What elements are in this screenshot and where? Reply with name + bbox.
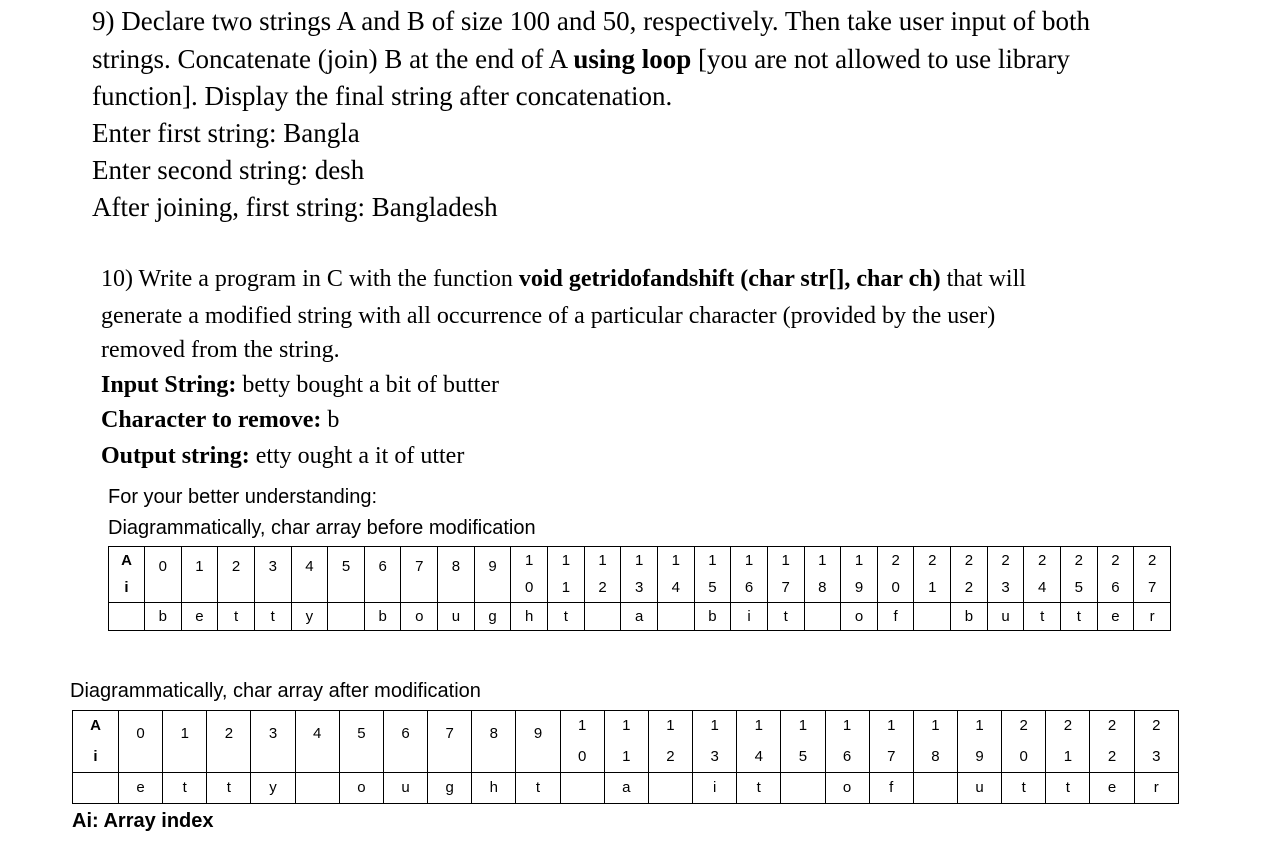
array-index-cell: 6	[825, 742, 869, 773]
array-index-cell: 6	[1097, 575, 1134, 603]
array-index-cell: 1	[914, 575, 951, 603]
array-index-cell: 4	[295, 711, 339, 742]
array-char-cell	[295, 773, 339, 804]
array-char-cell: g	[428, 773, 472, 804]
array-char-cell: o	[401, 603, 438, 631]
array-index-cell: 8	[438, 547, 475, 575]
array-index-cell: 1	[548, 547, 585, 575]
array-index-cell: 7	[869, 742, 913, 773]
q9-line-2-text: strings. Concatenate (join) B at the end of A	[92, 44, 574, 74]
array-index-cell: 7	[1134, 575, 1171, 603]
array-header-i: i	[73, 742, 119, 773]
array-index-cell: 1	[731, 547, 768, 575]
array-index-cell: 4	[291, 547, 328, 575]
array-index-cell: 1	[1046, 742, 1090, 773]
array-index-cell: 1	[869, 711, 913, 742]
array-index-cell: 3	[987, 575, 1024, 603]
array-index-cell: 0	[1002, 742, 1046, 773]
array-char-cell: o	[841, 603, 878, 631]
q10-line-3: removed from the string.	[101, 337, 340, 363]
array-index-cell	[254, 575, 291, 603]
array-index-cell: 1	[560, 711, 604, 742]
q9-line-3: function]. Display the final string after concatenation.	[92, 81, 673, 111]
array-index-cell	[163, 742, 207, 773]
before-diagram-title: Diagrammatically, char array before modification	[108, 517, 536, 539]
array-char-cell: b	[364, 603, 401, 631]
array-index-cell	[428, 742, 472, 773]
array-index-cell: 3	[251, 711, 295, 742]
array-char-cell: e	[1097, 603, 1134, 631]
array-char-cell	[913, 773, 957, 804]
array-index-cell	[516, 742, 560, 773]
after-diagram-title: Diagrammatically, char array after modification	[70, 680, 481, 702]
q10-output-label: Output string:	[101, 443, 250, 469]
array-index-cell	[339, 742, 383, 773]
array-index-cell: 1	[604, 742, 648, 773]
array-index-cell: 3	[254, 547, 291, 575]
array-char-cell: t	[548, 603, 585, 631]
array-char-cell: o	[339, 773, 383, 804]
array-index-cell: 1	[694, 547, 731, 575]
array-char-cell: b	[951, 603, 988, 631]
array-index-cell	[401, 575, 438, 603]
array-index-cell: 1	[804, 547, 841, 575]
array-char-cell: t	[207, 773, 251, 804]
array-char-cell: e	[181, 603, 218, 631]
q10-char-label: Character to remove:	[101, 407, 322, 433]
array-char-cell: t	[767, 603, 804, 631]
array-header-a: A	[73, 711, 119, 742]
q10-function-signature: void getridofandshift (char str[], char ch)	[518, 266, 941, 292]
array-index-cell	[438, 575, 475, 603]
array-char-cell: i	[731, 603, 768, 631]
array-index-cell: 1	[841, 547, 878, 575]
array-index-cell: 7	[767, 575, 804, 603]
before-array-table	[108, 546, 1171, 631]
array-char-cell: e	[119, 773, 163, 804]
array-index-cell: 2	[1097, 547, 1134, 575]
array-index-cell: 4	[657, 575, 694, 603]
array-index-cell	[251, 742, 295, 773]
q10-input-label: Input String:	[101, 372, 237, 398]
array-index-cell: 8	[472, 711, 516, 742]
array-index-cell: 0	[560, 742, 604, 773]
q10-output-value: etty ought a it of utter	[249, 443, 465, 469]
array-char-cell	[648, 773, 692, 804]
array-index-cell: 2	[1046, 711, 1090, 742]
array-index-cell: 7	[401, 547, 438, 575]
array-index-cell: 1	[548, 575, 585, 603]
array-index-cell: 1	[584, 547, 621, 575]
array-index-cell: 5	[781, 742, 825, 773]
array-index-cell: 2	[1061, 547, 1098, 575]
array-char-cell: g	[474, 603, 511, 631]
array-index-cell: 1	[825, 711, 869, 742]
q10-output-string	[101, 443, 464, 470]
q9-line-2-tail: [you are not allowed to use library	[691, 44, 1070, 74]
q10-input-string	[101, 372, 499, 399]
array-index-cell: 4	[737, 742, 781, 773]
array-index-cell: 1	[163, 711, 207, 742]
array-index-cell	[383, 742, 427, 773]
array-char-cell	[804, 603, 841, 631]
array-index-cell: 2	[1134, 711, 1178, 742]
array-index-cell: 1	[913, 711, 957, 742]
array-index-cell	[474, 575, 511, 603]
array-index-cell: 0	[511, 575, 548, 603]
q10-char-value: b	[321, 407, 340, 433]
array-index-cell: 3	[1134, 742, 1178, 773]
array-index-cell: 5	[339, 711, 383, 742]
array-char-cell: t	[516, 773, 560, 804]
array-char-cell: t	[163, 773, 207, 804]
array-char-cell	[914, 603, 951, 631]
better-understanding-note: For your better understanding:	[108, 486, 378, 508]
array-index-cell: 2	[648, 742, 692, 773]
array-index-cell: 7	[428, 711, 472, 742]
array-char-cell: t	[1046, 773, 1090, 804]
array-index-cell: 2	[1090, 711, 1134, 742]
after-array-table	[72, 710, 1179, 804]
array-char-cell	[781, 773, 825, 804]
array-char-cell: t	[218, 603, 255, 631]
array-index-cell: 1	[767, 547, 804, 575]
array-index-cell: 2	[1002, 711, 1046, 742]
array-index-cell: 3	[693, 742, 737, 773]
array-char-cell: y	[251, 773, 295, 804]
array-index-cell: 1	[604, 711, 648, 742]
array-index-cell: 1	[648, 711, 692, 742]
array-char-cell	[560, 773, 604, 804]
q10-line-1	[101, 266, 1026, 293]
array-index-cell: 1	[737, 711, 781, 742]
array-char-cell: a	[604, 773, 648, 804]
array-char-cell: t	[737, 773, 781, 804]
array-char-cell: i	[693, 773, 737, 804]
array-index-cell	[207, 742, 251, 773]
array-index-cell: 1	[621, 547, 658, 575]
array-index-cell: 6	[364, 547, 401, 575]
array-index-cell: 1	[511, 547, 548, 575]
array-index-cell: 5	[328, 547, 365, 575]
array-index-cell: 2	[218, 547, 255, 575]
array-char-cell: t	[1002, 773, 1046, 804]
array-index-cell: 2	[951, 547, 988, 575]
array-index-cell: 0	[877, 575, 914, 603]
q9-sample-second: Enter second string: desh	[92, 155, 365, 185]
array-index-cell	[291, 575, 328, 603]
array-index-cell	[119, 742, 163, 773]
array-index-cell: 2	[1134, 547, 1171, 575]
array-index-cell: 5	[694, 575, 731, 603]
array-char-cell: e	[1090, 773, 1134, 804]
array-char-cell: f	[877, 603, 914, 631]
array-char-cell	[584, 603, 621, 631]
array-index-cell: 1	[957, 711, 1001, 742]
array-index-cell: 2	[877, 547, 914, 575]
array-char-cell: u	[957, 773, 1001, 804]
array-char-cell: u	[987, 603, 1024, 631]
array-char-cell: r	[1134, 773, 1178, 804]
array-index-cell: 9	[841, 575, 878, 603]
array-header-a: A	[109, 547, 145, 575]
array-char-cell: b	[694, 603, 731, 631]
array-index-cell	[295, 742, 339, 773]
array-index-cell: 4	[1024, 575, 1061, 603]
array-index-legend: Ai: Array index	[72, 810, 214, 832]
array-index-cell: 1	[181, 547, 218, 575]
array-header-i: i	[109, 575, 145, 603]
array-char-cell: t	[254, 603, 291, 631]
array-index-cell: 2	[987, 547, 1024, 575]
array-char-cell: r	[1134, 603, 1171, 631]
array-index-cell: 1	[693, 711, 737, 742]
array-index-cell: 2	[951, 575, 988, 603]
array-char-cell: h	[511, 603, 548, 631]
q9-line-1: 9) Declare two strings A and B of size 100 and 50, respectively. Then take user input of both	[92, 6, 1091, 36]
array-index-cell: 0	[119, 711, 163, 742]
q10-input-value: betty bought a bit of butter	[236, 372, 499, 398]
q9-line-2	[92, 44, 1070, 75]
array-char-cell: h	[472, 773, 516, 804]
array-char-cell: a	[621, 603, 658, 631]
array-char-cell	[73, 773, 119, 804]
array-index-cell: 0	[145, 547, 182, 575]
array-index-cell: 9	[474, 547, 511, 575]
array-char-cell	[328, 603, 365, 631]
array-index-cell: 8	[804, 575, 841, 603]
array-index-cell: 3	[621, 575, 658, 603]
array-char-cell: o	[825, 773, 869, 804]
array-char-cell	[109, 603, 145, 631]
array-char-cell: f	[869, 773, 913, 804]
array-index-cell: 9	[957, 742, 1001, 773]
array-index-cell: 9	[516, 711, 560, 742]
array-index-cell: 1	[781, 711, 825, 742]
array-index-cell: 2	[1024, 547, 1061, 575]
array-char-cell: t	[1061, 603, 1098, 631]
array-char-cell: y	[291, 603, 328, 631]
q9-sample-first: Enter first string: Bangla	[92, 118, 360, 148]
q10-line-2: generate a modified string with all occurrence of a particular character (provided by the user)	[101, 303, 996, 329]
array-index-cell: 6	[383, 711, 427, 742]
array-char-cell: b	[145, 603, 182, 631]
array-index-cell: 2	[207, 711, 251, 742]
array-index-cell	[218, 575, 255, 603]
array-char-cell: t	[1024, 603, 1061, 631]
array-char-cell: u	[383, 773, 427, 804]
array-index-cell	[328, 575, 365, 603]
array-index-cell	[145, 575, 182, 603]
q9-line-2-bold: using loop	[573, 44, 692, 74]
array-index-cell: 5	[1061, 575, 1098, 603]
array-index-cell: 2	[1090, 742, 1134, 773]
q10-line-1-tail: that will	[940, 266, 1026, 292]
array-index-cell: 2	[914, 547, 951, 575]
array-char-cell	[657, 603, 694, 631]
array-char-cell: u	[438, 603, 475, 631]
array-index-cell: 2	[584, 575, 621, 603]
array-index-cell	[181, 575, 218, 603]
array-index-cell	[472, 742, 516, 773]
array-index-cell: 6	[731, 575, 768, 603]
array-index-cell: 1	[657, 547, 694, 575]
q10-line-1-text: 10) Write a program in C with the function	[101, 266, 519, 292]
q9-sample-result: After joining, first string: Bangladesh	[92, 192, 498, 222]
array-index-cell: 8	[913, 742, 957, 773]
q10-char-to-remove	[101, 407, 339, 434]
array-index-cell	[364, 575, 401, 603]
